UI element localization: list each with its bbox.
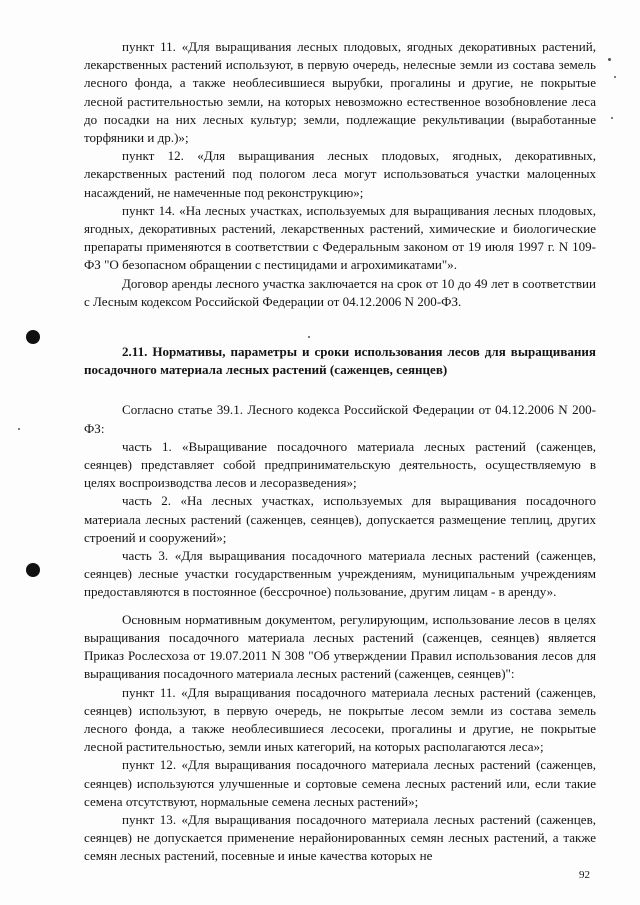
scan-speck (608, 58, 611, 61)
paragraph-part-2: часть 2. «На лесных участках, используемых для выращивания посадочного материала лесных растений (саженцев, сеянцев), допускается размещение теплиц, других строений и сооружений»; (84, 493, 596, 545)
paragraph-point-14-fruit: пункт 14. «На лесных участках, используемых для выращивания лесных плодовых, ягодных, декоративных растений, лекарственных растений, химические и биологические препараты применяются в соответствии с Федеральным законом от 19 июля 1997 г. N 109-ФЗ "О безопасном обращении с пестицидами и агрохимикатами"». (84, 202, 596, 273)
spacer (84, 379, 596, 401)
paragraph-point-12-seedlings: пункт 12. «Для выращивания посадочного материала лесных растений (саженцев, сеянцев) используются улучшенные и сортовые семена лесных растений или, если такие семена отсутствуют, нормальные семена лесных растений»; (84, 757, 596, 809)
scan-speck (614, 76, 616, 78)
scan-speck (611, 117, 613, 119)
punch-hole-top (26, 330, 40, 344)
paragraph-lease-term: Договор аренды лесного участка заключается на срок от 10 до 49 лет в соответствии с Лесным кодексом Российской Федерации от 04.12.2006 N 200-ФЗ. (84, 275, 596, 309)
spacer (84, 311, 596, 343)
paragraph-part-1: часть 1. «Выращивание посадочного материала лесных растений (саженцев, сеянцев) представляет собой предпринимательскую деятельность, осуществляемую в целях воспроизводства лесов и лесоразведения»; (84, 438, 596, 491)
section-heading: 2.11. Нормативы, параметры и сроки использования лесов для выращивания посадочного материала лесных растений (саженцев, сеянцев) (84, 344, 596, 378)
spacer (84, 602, 596, 611)
paragraph-point-11-seedlings: пункт 11. «Для выращивания посадочного материала лесных растений (саженцев, сеянцев) используют, в первую очередь, не покрытые лесом земли из состава земель лесного фонда, а также необлесившиеся лесосеки, прогалины и другие, не покрытые лесной растительностью, земли иных категорий, на которых располагаются леса»; (84, 684, 596, 755)
paragraph-point-11-fruit: пункт 11. «Для выращивания лесных плодовых, ягодных декоративных растений, лекарственных растений используют, в первую очередь, нелесные земли из состава земель лесного фонда, а также необлесившиеся вырубки, прогалины и другие, не покрытые лесной растительностью земли, на которых невозможно естественное возобновление леса до посадки на них лесных культур; земли, подлежащие рекультивации (выработанные торфяники и др.)»; (84, 39, 596, 146)
paragraph-intro: Согласно статье 39.1. Лесного кодекса Российской Федерации от 04.12.2006 N 200-ФЗ: (84, 402, 596, 436)
scan-speck (18, 428, 20, 430)
paragraph-regulation: Основным нормативным документом, регулирующим, использование лесов в целях выращивания посадочного материала лесных растений (саженцев, сеянцев) является Приказ Рослесхоза от 19.07.2011 N 308 "Об утверждении Правил использования лесов для выращивания посадочного материала лесных растений (саженцев, сеянцев)": (84, 611, 596, 682)
paragraph-part-3: часть 3. «Для выращивания посадочного материала лесных растений (саженцев, сеянцев) лесные участки государственным учреждениям, муниципальным учреждениям предоставляются в постоянное (бессрочное) пользование, другим лицам - в аренду». (84, 548, 596, 600)
page-number: 92 (579, 869, 590, 881)
paragraph-point-12-fruit: пункт 12. «Для выращивания лесных плодовых, ягодных, декоративных, лекарственных растений под пологом леса могут использоваться участки малоценных насаждений, не намеченные под реконструкцию»; (84, 148, 596, 200)
punch-hole-bottom (26, 563, 40, 577)
paragraph-point-13-seedlings: пункт 13. «Для выращивания посадочного материала лесных растений (саженцев, сеянцев) не допускается применение нерайонированных семян лесных растений, а также семян лесных растений, посевные и иные качества которых не (84, 811, 596, 864)
document-body (84, 38, 596, 866)
